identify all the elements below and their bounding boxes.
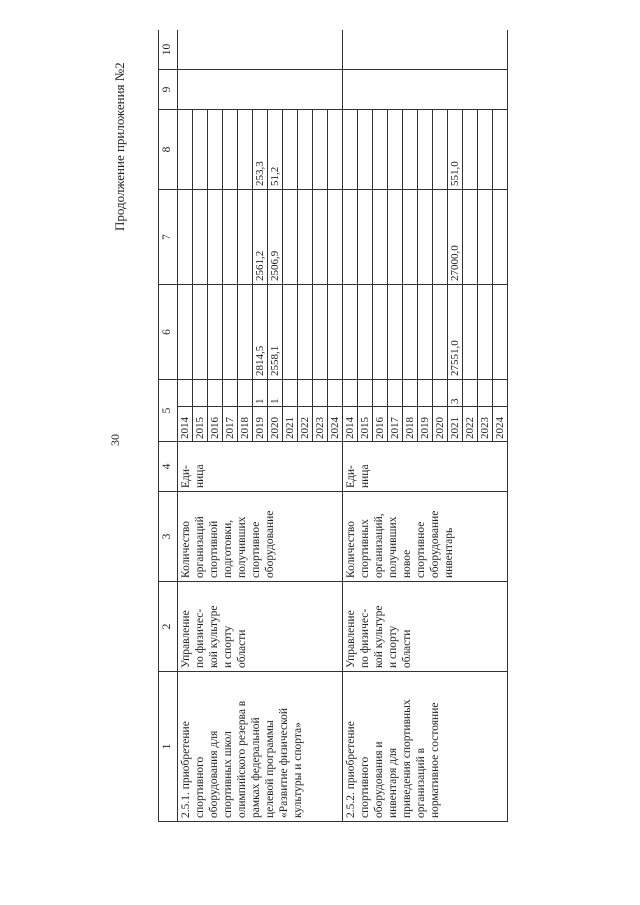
value-col7: 2506,9 bbox=[268, 190, 283, 284]
value-col8 bbox=[178, 110, 193, 189]
cell-col5 bbox=[178, 380, 343, 442]
value-col6 bbox=[343, 285, 358, 379]
cell-col8 bbox=[178, 110, 343, 190]
value-col5 bbox=[433, 380, 448, 406]
value-col6 bbox=[313, 285, 328, 379]
value-col8 bbox=[193, 110, 208, 189]
year-label: 2018 bbox=[238, 407, 253, 441]
value-col5 bbox=[478, 380, 493, 406]
value-col6 bbox=[373, 285, 388, 379]
value-col7: 2561,2 bbox=[253, 190, 268, 284]
value-col7 bbox=[463, 190, 478, 284]
value-col8 bbox=[328, 110, 342, 189]
continuation-heading: Продолжение приложения №2 bbox=[112, 62, 127, 231]
cell-col7 bbox=[343, 190, 508, 285]
value-col7 bbox=[223, 190, 238, 284]
year-label: 2021 bbox=[283, 407, 298, 441]
cell-col1: 2.5.2. приобретение спортивного оборудования и инвентаря для приведения спортивных организаций в нормативное состояние bbox=[343, 672, 508, 822]
year-label: 2023 bbox=[478, 407, 493, 441]
year-label: 2021 bbox=[448, 407, 463, 441]
header-col-4: 4 bbox=[159, 442, 178, 492]
value-col6 bbox=[388, 285, 403, 379]
value-col7 bbox=[373, 190, 388, 284]
value-col7 bbox=[433, 190, 448, 284]
year-label: 2016 bbox=[208, 407, 223, 441]
page-number: 30 bbox=[108, 434, 122, 446]
value-col8 bbox=[463, 110, 478, 189]
value-col6: 2558,1 bbox=[268, 285, 283, 379]
value-col7 bbox=[208, 190, 223, 284]
table-row bbox=[343, 30, 508, 822]
cell-col4: Еди- ница bbox=[343, 442, 508, 492]
value-col6 bbox=[223, 285, 238, 379]
value-col5 bbox=[298, 380, 313, 406]
value-col5 bbox=[223, 380, 238, 406]
year-label: 2022 bbox=[463, 407, 478, 441]
value-col6 bbox=[298, 285, 313, 379]
cell-col4: Еди- ница bbox=[178, 442, 343, 492]
year-label: 2015 bbox=[193, 407, 208, 441]
year-label: 2020 bbox=[433, 407, 448, 441]
value-col6: 27551,0 bbox=[448, 285, 463, 379]
value-col5 bbox=[238, 380, 253, 406]
value-col7 bbox=[298, 190, 313, 284]
value-col8 bbox=[418, 110, 433, 189]
value-col7 bbox=[238, 190, 253, 284]
cell-col5 bbox=[343, 380, 508, 442]
value-col5 bbox=[283, 380, 298, 406]
value-col5 bbox=[388, 380, 403, 406]
value-col5: 3 bbox=[448, 380, 463, 406]
cell-col2: Управление по физичес- кой культуре и спорту области bbox=[178, 582, 343, 672]
value-col6 bbox=[358, 285, 373, 379]
value-col5: 1 bbox=[268, 380, 283, 406]
value-col5 bbox=[463, 380, 478, 406]
value-col7 bbox=[403, 190, 418, 284]
cell-col9 bbox=[178, 70, 343, 110]
cell-col10 bbox=[343, 30, 508, 70]
value-col7 bbox=[343, 190, 358, 284]
year-label: 2023 bbox=[313, 407, 328, 441]
value-col5 bbox=[493, 380, 507, 406]
value-col7 bbox=[418, 190, 433, 284]
header-col-7: 7 bbox=[159, 190, 178, 285]
year-label: 2024 bbox=[494, 417, 506, 439]
header-col-1: 1 bbox=[159, 672, 178, 822]
value-col7 bbox=[493, 190, 507, 284]
value-col8 bbox=[313, 110, 328, 189]
value-col7 bbox=[178, 190, 193, 284]
value-col8: 551,0 bbox=[448, 110, 463, 189]
value-col6 bbox=[433, 285, 448, 379]
year-label: 2017 bbox=[388, 407, 403, 441]
header-col-6: 6 bbox=[159, 285, 178, 380]
cell-col3: Количество организаций спортивной подготовки, получивших спортивное оборудование bbox=[178, 492, 343, 582]
header-col-3: 3 bbox=[159, 492, 178, 582]
value-col6 bbox=[208, 285, 223, 379]
table-container bbox=[158, 30, 520, 822]
value-col5 bbox=[178, 380, 193, 406]
value-col8 bbox=[298, 110, 313, 189]
value-col8 bbox=[343, 110, 358, 189]
value-col8 bbox=[433, 110, 448, 189]
header-col-9: 9 bbox=[159, 70, 178, 110]
value-col7: 27000,0 bbox=[448, 190, 463, 284]
value-col5 bbox=[373, 380, 388, 406]
year-label: 2022 bbox=[298, 407, 313, 441]
value-col6 bbox=[493, 285, 507, 379]
value-col7 bbox=[193, 190, 208, 284]
value-col7 bbox=[283, 190, 298, 284]
value-col8 bbox=[403, 110, 418, 189]
header-row bbox=[159, 30, 178, 822]
header-col-10: 10 bbox=[159, 30, 178, 70]
value-col5 bbox=[313, 380, 328, 406]
year-label: 2019 bbox=[253, 407, 268, 441]
cell-col6 bbox=[343, 285, 508, 380]
year-label: 2014 bbox=[343, 407, 358, 441]
value-col6 bbox=[328, 285, 342, 379]
value-col7 bbox=[358, 190, 373, 284]
header-col-2: 2 bbox=[159, 582, 178, 672]
table-body bbox=[178, 30, 508, 822]
value-col8 bbox=[493, 110, 507, 189]
value-col5 bbox=[193, 380, 208, 406]
cell-col3: Количество спортивных организаций, получивших новое спортивное оборудование инвентарь bbox=[343, 492, 508, 582]
value-col8 bbox=[283, 110, 298, 189]
year-label: 2019 bbox=[418, 407, 433, 441]
year-label: 2014 bbox=[178, 407, 193, 441]
value-col7 bbox=[388, 190, 403, 284]
value-col5 bbox=[328, 380, 342, 406]
value-col7 bbox=[328, 190, 342, 284]
value-col6 bbox=[193, 285, 208, 379]
value-col8 bbox=[388, 110, 403, 189]
value-col5 bbox=[418, 380, 433, 406]
value-col8 bbox=[478, 110, 493, 189]
value-col6 bbox=[463, 285, 478, 379]
cell-col1: 2.5.1. приобретение спортивного оборудования для спортивных школ олимпийского резерва в рамках федеральной целевой программы «Развитие физической культуры и спорта» bbox=[178, 672, 343, 822]
value-col8 bbox=[238, 110, 253, 189]
value-col5 bbox=[403, 380, 418, 406]
program-table bbox=[158, 30, 508, 822]
value-col5 bbox=[358, 380, 373, 406]
value-col6 bbox=[283, 285, 298, 379]
value-col8: 253,3 bbox=[253, 110, 268, 189]
value-col6 bbox=[418, 285, 433, 379]
year-label: 2016 bbox=[373, 407, 388, 441]
value-col5 bbox=[343, 380, 358, 406]
year-label: 2015 bbox=[358, 407, 373, 441]
value-col6 bbox=[403, 285, 418, 379]
value-col7 bbox=[478, 190, 493, 284]
header-col-5: 5 bbox=[159, 380, 178, 442]
cell-col2: Управление по физичес- кой культуре и спорту области bbox=[343, 582, 508, 672]
value-col5 bbox=[208, 380, 223, 406]
value-col8 bbox=[223, 110, 238, 189]
value-col8 bbox=[373, 110, 388, 189]
year-label: 2017 bbox=[223, 407, 238, 441]
rotated-table-wrapper bbox=[158, 30, 520, 822]
year-label: 2024 bbox=[329, 417, 341, 439]
year-label: 2018 bbox=[403, 407, 418, 441]
table-row bbox=[178, 30, 343, 822]
value-col7 bbox=[313, 190, 328, 284]
year-label: 2020 bbox=[268, 407, 283, 441]
value-col8: 51,2 bbox=[268, 110, 283, 189]
value-col6 bbox=[238, 285, 253, 379]
cell-col8 bbox=[343, 110, 508, 190]
value-col6 bbox=[178, 285, 193, 379]
cell-col6 bbox=[178, 285, 343, 380]
value-col8 bbox=[208, 110, 223, 189]
cell-col10 bbox=[178, 30, 343, 70]
value-col8 bbox=[358, 110, 373, 189]
value-col5: 1 bbox=[253, 380, 268, 406]
value-col6: 2814,5 bbox=[253, 285, 268, 379]
cell-col9 bbox=[343, 70, 508, 110]
value-col6 bbox=[478, 285, 493, 379]
cell-col7 bbox=[178, 190, 343, 285]
header-col-8: 8 bbox=[159, 110, 178, 190]
